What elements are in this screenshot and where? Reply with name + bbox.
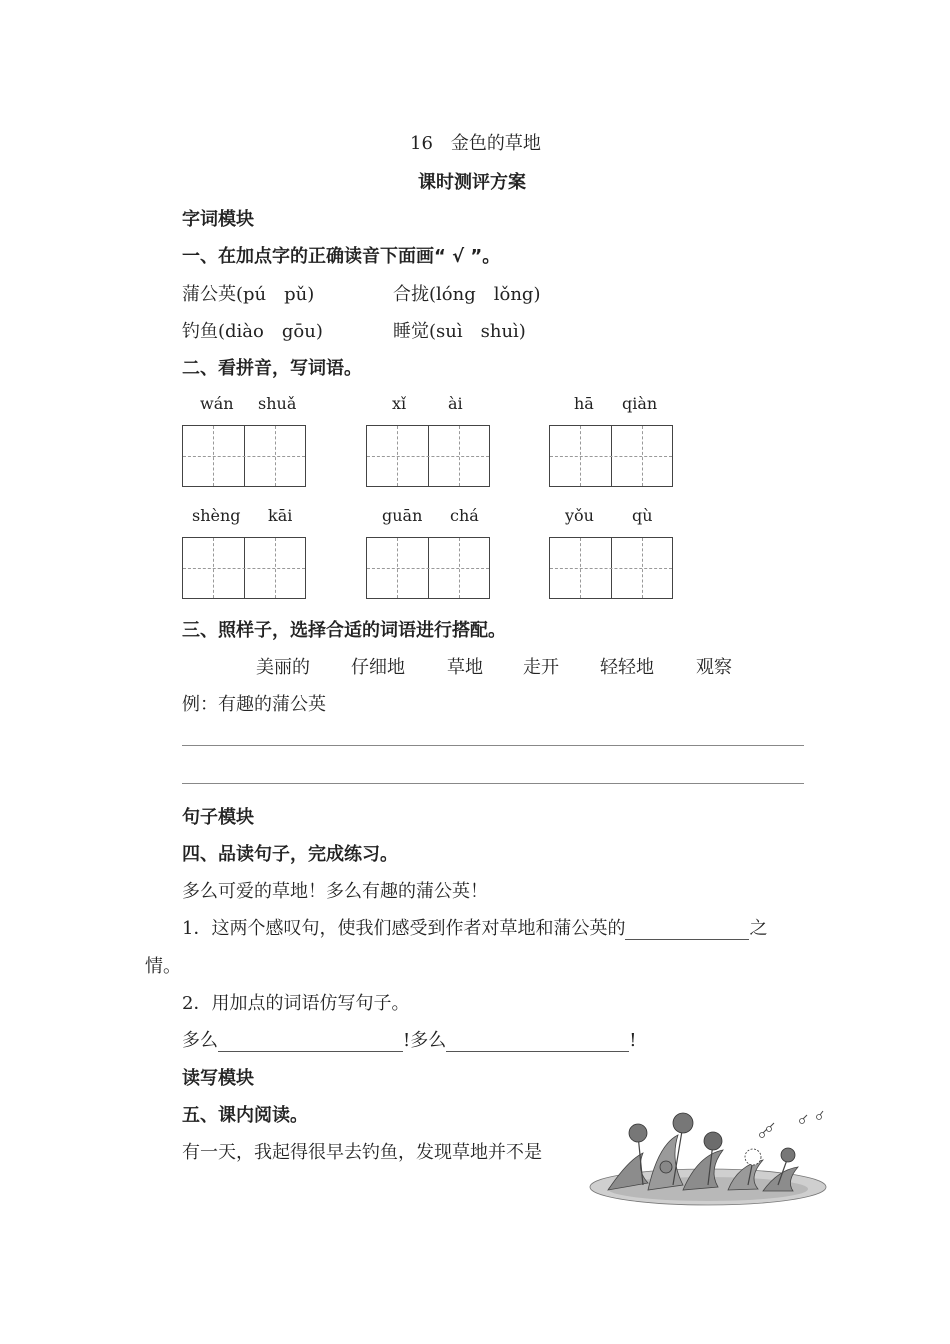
q4-sub1-end: 之 <box>749 918 768 939</box>
pinyin-label: yǒu <box>565 506 594 525</box>
fill-blank[interactable] <box>218 1030 403 1052</box>
pinyin-label: ài <box>448 394 463 413</box>
page-subtitle: 课时测评方案 <box>418 172 526 193</box>
word-option: 草地 <box>447 657 483 678</box>
fill-blank[interactable] <box>446 1030 629 1052</box>
fill-blank[interactable] <box>625 918 749 940</box>
example-text: 例：有趣的蒲公英 <box>182 694 326 715</box>
question-1-title: 一、在加点字的正确读音下面画“ √ ”。 <box>182 246 501 267</box>
q1-item-3: 钓鱼(diào gōu) <box>182 321 323 342</box>
quote-sentence: 多么可爱的草地！多么有趣的蒲公英！ <box>182 881 488 902</box>
word-option: 轻轻地 <box>600 657 654 678</box>
q4-sub1-wrap: 情。 <box>145 956 181 977</box>
writing-grid[interactable] <box>366 537 490 599</box>
answer-line[interactable] <box>182 745 804 746</box>
writing-grid[interactable] <box>366 425 490 487</box>
q1-item-2: 合拢(lóng lǒng) <box>393 284 541 305</box>
word-option: 走开 <box>523 657 559 678</box>
q1-item-1: 蒲公英(pú pǔ) <box>182 284 315 305</box>
pinyin-label: wán <box>200 394 234 413</box>
pinyin-label: qù <box>632 506 653 525</box>
writing-grid[interactable] <box>549 537 673 599</box>
question-2-title: 二、看拼音，写词语。 <box>182 358 362 379</box>
writing-grid[interactable] <box>182 425 306 487</box>
exclaim: ! <box>629 1030 637 1051</box>
answer-line[interactable] <box>182 783 804 784</box>
pinyin-label: shèng <box>192 506 241 525</box>
pinyin-label: xǐ <box>392 394 407 413</box>
pinyin-label: guān <box>382 506 423 525</box>
question-5-title: 五、课内阅读。 <box>182 1105 308 1126</box>
q4-sub2: 2．用加点的词语仿写句子。 <box>182 993 410 1014</box>
q4-sub1-text: 1．这两个感叹句，使我们感受到作者对草地和蒲公英的 <box>182 918 626 939</box>
word-option: 观察 <box>696 657 732 678</box>
question-3-title: 三、照样子，选择合适的词语进行搭配。 <box>182 620 506 641</box>
word-option: 美丽的 <box>256 657 310 678</box>
question-4-title: 四、品读句子，完成练习。 <box>182 844 398 865</box>
reading-passage: 有一天，我起得很早去钓鱼，发现草地并不是 <box>182 1142 542 1163</box>
q4-imitation-line <box>182 1026 636 1052</box>
writing-grid[interactable] <box>549 425 673 487</box>
page-title: 16 金色的草地 <box>410 133 541 154</box>
pinyin-label: qiàn <box>622 394 658 413</box>
word-option: 仔细地 <box>351 657 405 678</box>
section-heading-reading: 读写模块 <box>182 1068 254 1089</box>
word-duome: 多么 <box>182 1030 218 1051</box>
pinyin-label: hā <box>574 394 594 413</box>
pinyin-label: shuǎ <box>258 394 297 413</box>
word-duome-2: !多么 <box>403 1030 447 1051</box>
q1-item-4: 睡觉(suì shuì) <box>393 321 526 342</box>
section-heading-words: 字词模块 <box>182 209 254 230</box>
pinyin-label: chá <box>450 506 479 525</box>
pinyin-label: kāi <box>268 506 293 525</box>
q4-sub1 <box>182 914 767 940</box>
dandelion-illustration <box>588 1105 833 1210</box>
writing-grid[interactable] <box>182 537 306 599</box>
section-heading-sentences: 句子模块 <box>182 807 254 828</box>
